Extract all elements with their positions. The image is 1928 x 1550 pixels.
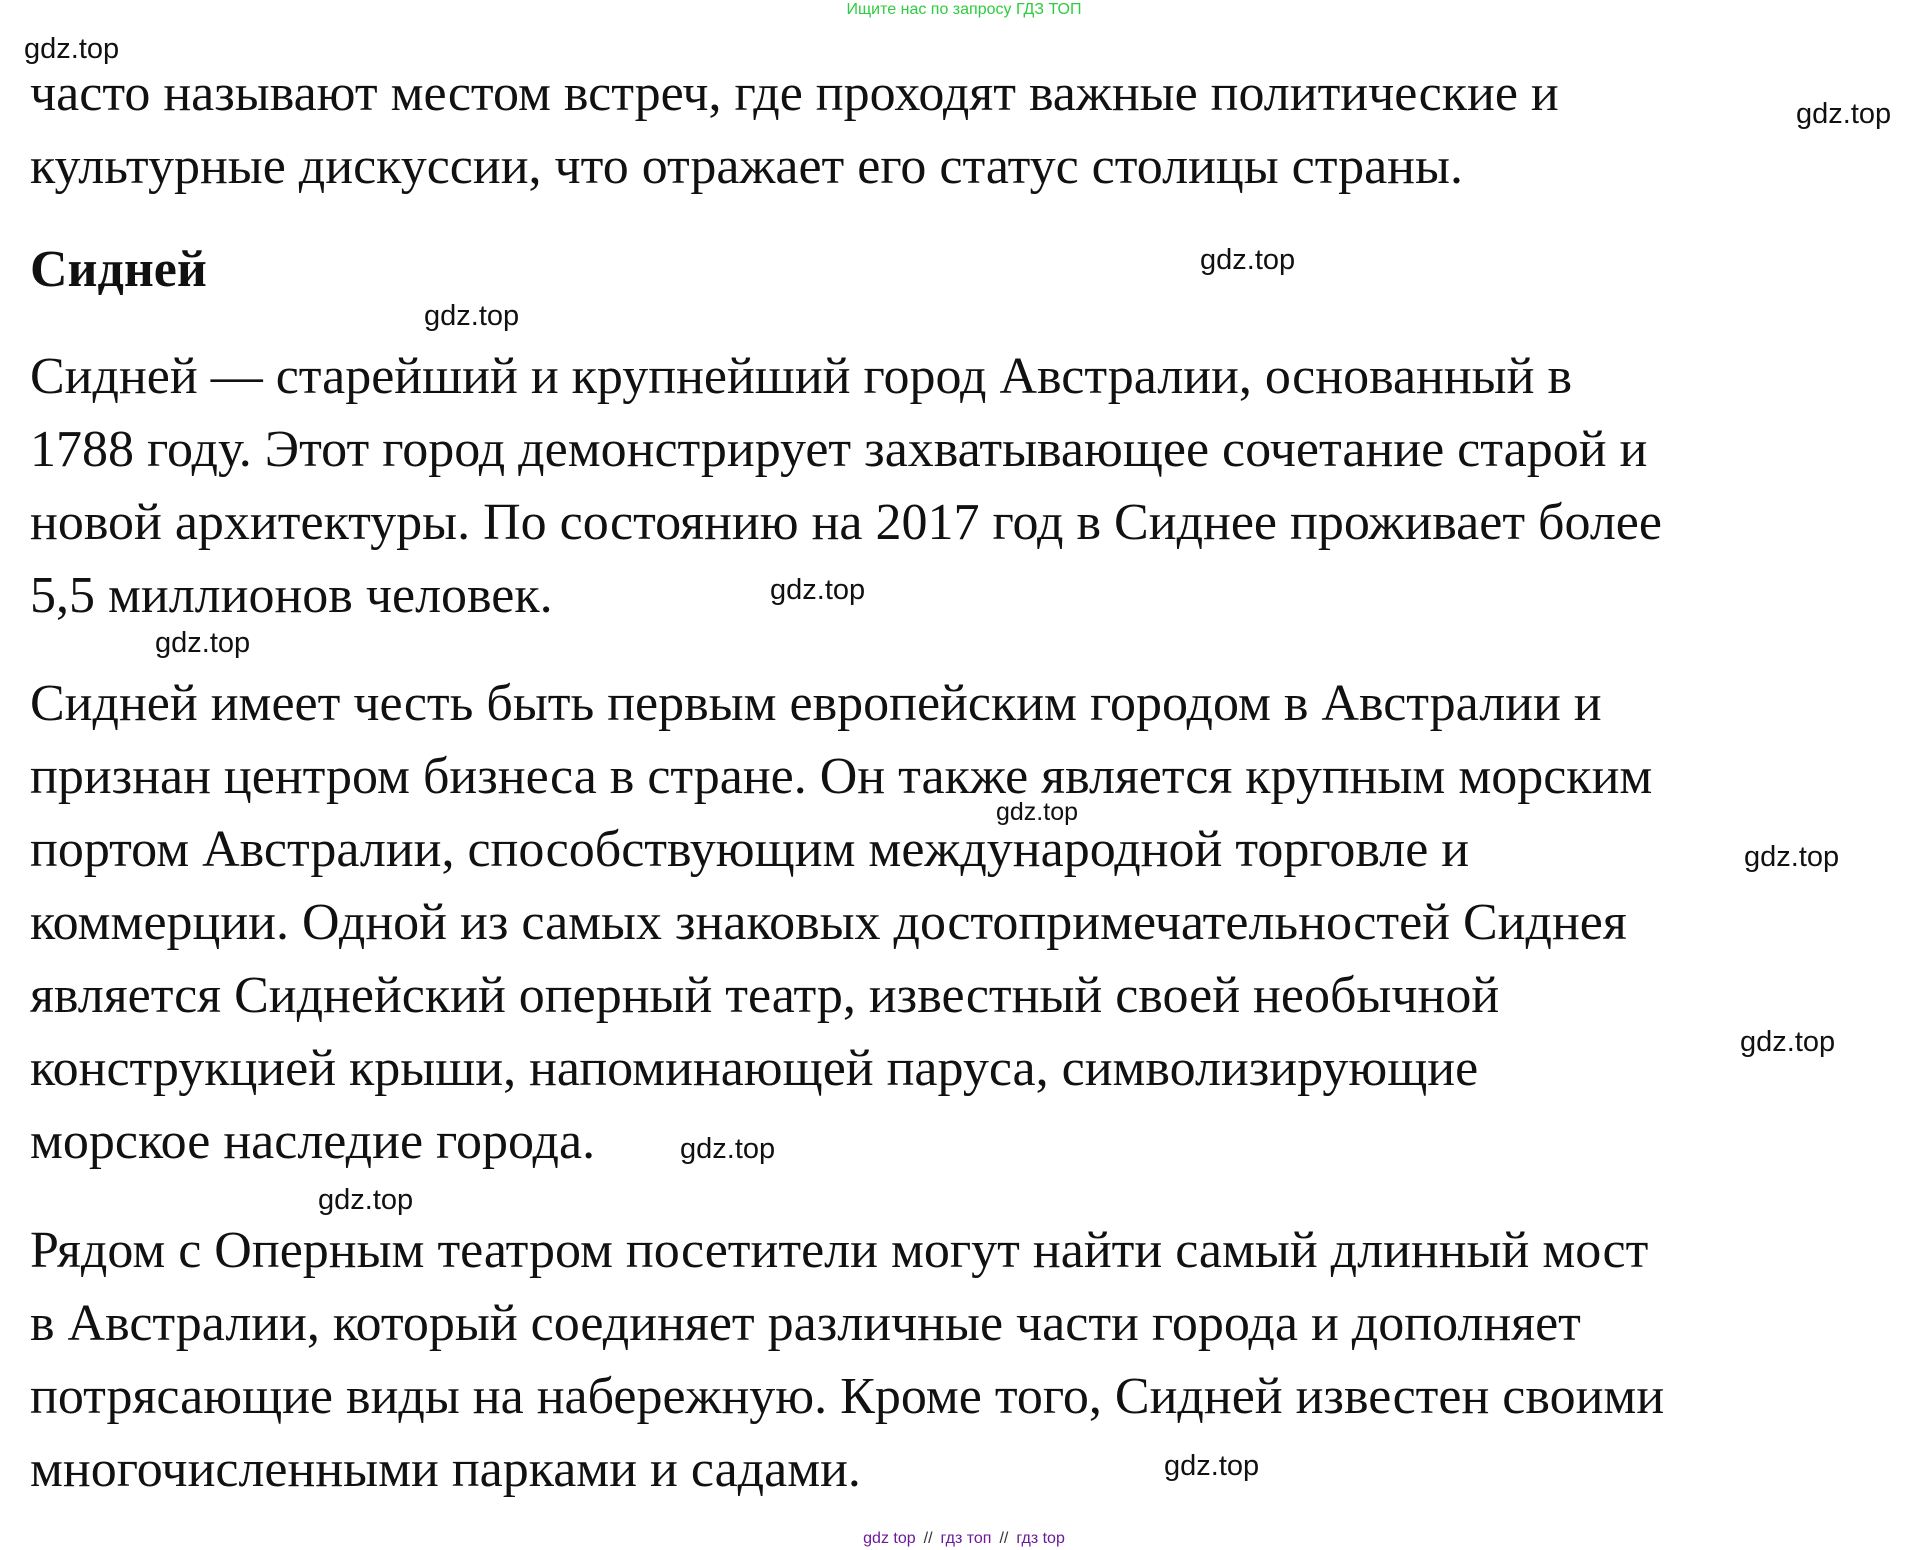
watermark: gdz.top: [770, 574, 866, 606]
text-line: портом Австралии, способствующим международной торговле и: [30, 821, 1470, 878]
footer-separator: //: [999, 1530, 1009, 1547]
watermark: gdz.top: [424, 300, 520, 332]
text-line: Сидней — старейший и крупнейший город Австралии, основанный в: [30, 348, 1572, 405]
watermark: gdz.top: [1740, 1026, 1836, 1058]
footer-link[interactable]: гдз top: [1016, 1530, 1065, 1547]
text-line: является Сиднейский оперный театр, известный своей необычной: [30, 967, 1500, 1024]
top-banner: Ищите нас по запросу ГДЗ ТОП: [846, 1, 1082, 18]
watermark: gdz.top: [996, 798, 1079, 826]
watermark: gdz.top: [1744, 841, 1840, 873]
paragraph-2: [30, 667, 1652, 1178]
watermark: gdz.top: [318, 1184, 414, 1216]
text-line: многочисленными парками и садами.: [30, 1441, 861, 1498]
watermark: gdz.top: [155, 627, 251, 659]
watermark: gdz.top: [24, 33, 120, 65]
text-line: морское наследие города.: [30, 1113, 596, 1170]
text-line: новой архитектуры. По состоянию на 2017 год в Сиднее проживает более: [30, 494, 1662, 551]
watermark: gdz.top: [1796, 98, 1892, 130]
text-line: культурные дискуссии, что отражает его статус столицы страны.: [30, 138, 1463, 195]
footer-link[interactable]: гдз топ: [940, 1530, 992, 1547]
section-heading: Сидней: [30, 241, 207, 298]
text-line: в Австралии, который соединяет различные части города и дополняет: [30, 1295, 1581, 1352]
text-line: конструкцией крыши, напоминающей паруса, символизирующие: [30, 1040, 1479, 1097]
watermark: gdz.top: [680, 1133, 776, 1165]
watermark: gdz.top: [1164, 1450, 1260, 1482]
intro-text: [30, 57, 1559, 203]
text-line: 5,5 миллионов человек.: [30, 567, 553, 624]
text-line: коммерции. Одной из самых знаковых достопримечательностей Сиднея: [30, 894, 1627, 951]
footer-separator: //: [923, 1530, 933, 1547]
footer-links: [0, 1530, 1928, 1548]
watermark: gdz.top: [1200, 244, 1296, 276]
footer-link[interactable]: gdz top: [863, 1530, 916, 1547]
text-line: часто называют местом встреч, где проходят важные политические и: [30, 65, 1559, 122]
text-line: потрясающие виды на набережную. Кроме того, Сидней известен своими: [30, 1368, 1665, 1425]
text-line: 1788 году. Этот город демонстрирует захватывающее сочетание старой и: [30, 421, 1648, 478]
text-line: Рядом с Оперным театром посетители могут найти самый длинный мост: [30, 1222, 1649, 1279]
text-line: признан центром бизнеса в стране. Он также является крупным морским: [30, 748, 1653, 805]
text-line: Сидней имеет честь быть первым европейским городом в Австралии и: [30, 675, 1602, 732]
paragraph-3: [30, 1214, 1664, 1506]
